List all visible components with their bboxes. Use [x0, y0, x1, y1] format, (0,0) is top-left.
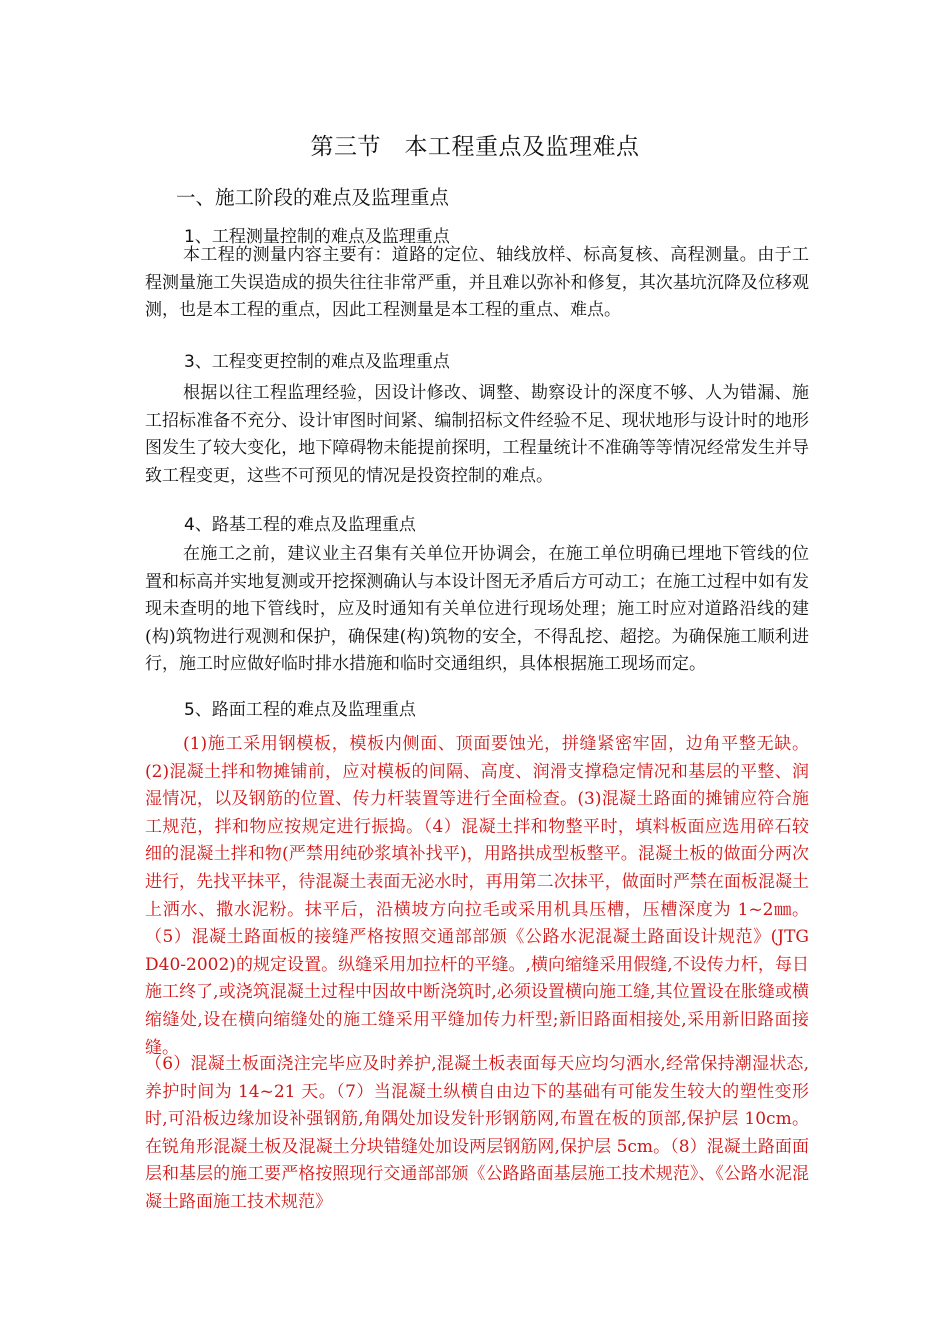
- section-heading: 一、施工阶段的难点及监理重点: [176, 186, 450, 209]
- page-title: 第三节 本工程重点及监理难点: [310, 134, 640, 160]
- item5-paragraph-b: （6）混凝土板面浇注完毕应及时养护,混凝土板表面每天应均匀洒水,经常保持潮湿状态,养护时间为 14~21 天。（7）当混凝土纵横自由边下的基础有可能发生较大的塑性变形时,可沿板边缘加设补强钢筋,角隅处加设发针形钢筋网,布置在板的顶部,保护层 10cm。在锐角形混凝土板及混凝土分块错缝处加设两层钢筋网,保护层 5cm。（8）混凝土路面面层和基层的施工要严格按照现行交通部部颁《公路路面基层施工技术规范》、《公路水泥混凝土路面施工技术规范》: [145, 1054, 809, 1212]
- item1-heading: 1、工程测量控制的难点及监理重点: [184, 227, 450, 247]
- item3-heading: 3、工程变更控制的难点及监理重点: [184, 352, 450, 372]
- item5-paragraph-a: (1)施工采用钢模板，模板内侧面、顶面要蚀光，拼缝紧密牢固，边角平整无缺。(2)混凝土拌和物摊铺前，应对模板的间隔、高度、润滑支撑稳定情况和基层的平整、润湿情况，以及钢筋的位置、传力杆装置等进行全面检查。(3)混凝土路面的摊铺应符合施工规范，拌和物应按规定进行振捣。（4）混凝土拌和物整平时，填料板面应选用碎石较细的混凝土拌和物(严禁用纯砂浆填补找平)，用路拱成型板整平。混凝土板的做面分两次进行，先找平抹平，待混凝土表面无泌水时，再用第二次抹平，做面时严禁在面板混凝土上洒水、撒水泥粉。抹平后，沿横坡方向拉毛或采用机具压槽，压槽深度为 1~2㎜。（5）混凝土路面板的接缝严格按照交通部部颁《公路水泥混凝土路面设计规范》(JTG D40-2002)的规定设置。纵缝采用加拉杆的平缝。,横向缩缝采用假缝,不设传力杆，每日施工终了,或浇筑混凝土过程中因故中断浇筑时,必须设置横向施工缝,其位置设在胀缝或横缩缝处,设在横向缩缝处的施工缝采用平缝加传力杆型;新旧路面相接处,采用新旧路面接缝。: [145, 734, 809, 1058]
- item4-heading: 4、路基工程的难点及监理重点: [184, 515, 416, 535]
- item5-heading: 5、路面工程的难点及监理重点: [184, 700, 416, 720]
- item1-paragraph: 本工程的测量内容主要有：道路的定位、轴线放样、标高复核、高程测量。由于工程测量施工失误造成的损失往往非常严重，并且难以弥补和修复，其次基坑沉降及位移观测，也是本工程的重点，因此工程测量是本工程的重点、难点。: [145, 245, 809, 321]
- item4-paragraph: 在施工之前，建议业主召集有关单位开协调会，在施工单位明确已埋地下管线的位置和标高并实地复测或开挖探测确认与本设计图无矛盾后方可动工；在施工过程中如有发现未查明的地下管线时，应及时通知有关单位进行现场处理；施工时应对道路沿线的建(构)筑物进行观测和保护，确保建(构)筑物的安全，不得乱挖、超挖。为确保施工顺利进行，施工时应做好临时排水措施和临时交通组织，具体根据施工现场而定。: [145, 544, 809, 675]
- item3-paragraph: 根据以往工程监理经验，因设计修改、调整、勘察设计的深度不够、人为错漏、施工招标准备不充分、设计审图时间紧、编制招标文件经验不足、现状地形与设计时的地形图发生了较大变化，地下障碍物未能提前探明，工程量统计不准确等等情况经常发生并导致工程变更，这些不可预见的情况是投资控制的难点。: [145, 383, 809, 486]
